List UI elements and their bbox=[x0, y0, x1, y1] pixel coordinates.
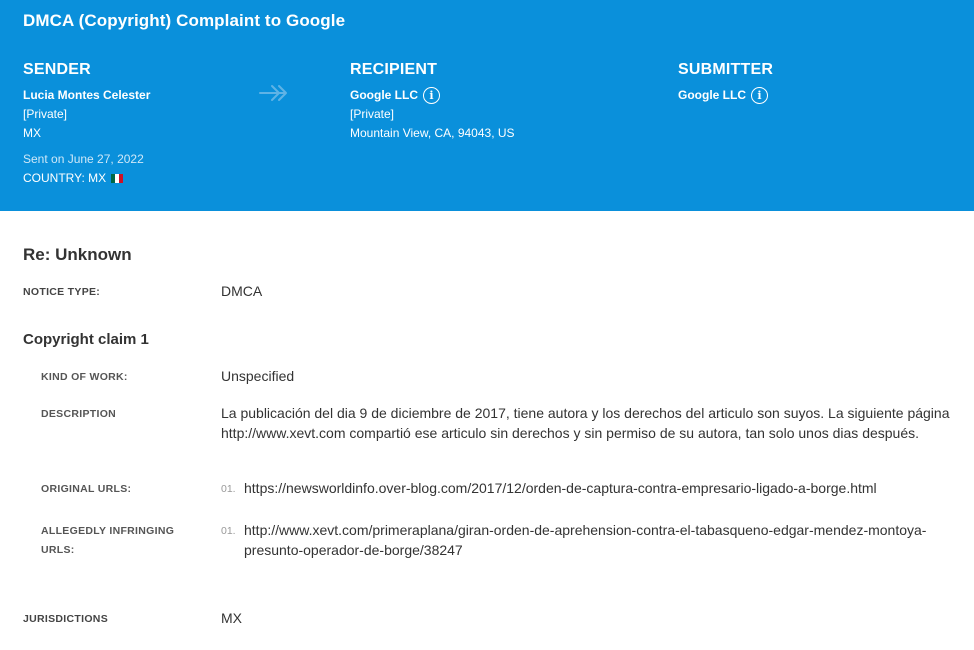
kind-of-work-value: Unspecified bbox=[221, 368, 295, 384]
sender-name: Lucia Montes Celester bbox=[23, 88, 151, 102]
original-urls-label: ORIGINAL URLS: bbox=[41, 483, 132, 495]
original-url-item bbox=[221, 478, 961, 499]
description-label: DESCRIPTION bbox=[41, 408, 117, 420]
sender-country-row bbox=[23, 169, 150, 188]
original-url[interactable]: https://newsworldinfo.over-blog.com/2017/12/orden-de-captura-contra-empresario-ligado-a-borge.html bbox=[244, 480, 877, 496]
kind-of-work-label: KIND OF WORK: bbox=[41, 371, 128, 383]
sender-private: [Private] bbox=[23, 107, 68, 121]
submitter-name: Google LLC bbox=[678, 88, 746, 102]
recipient-private: [Private] bbox=[350, 107, 395, 121]
recipient-name-row bbox=[350, 86, 515, 105]
mexico-flag-icon bbox=[111, 174, 123, 183]
recipient-name: Google LLC bbox=[350, 88, 418, 102]
submitter-heading: SUBMITTER bbox=[678, 61, 774, 78]
infringing-urls-label-line1: ALLEGEDLY INFRINGING bbox=[41, 525, 175, 537]
notice-header bbox=[0, 0, 974, 211]
arrow-right-icon bbox=[258, 82, 290, 104]
submitter-section bbox=[678, 60, 773, 105]
sent-date: Sent on June 27, 2022 bbox=[23, 152, 144, 166]
recipient-heading: RECIPIENT bbox=[350, 61, 438, 78]
page-title: DMCA (Copyright) Complaint to Google bbox=[23, 11, 346, 30]
infringing-url[interactable]: http://www.xevt.com/primeraplana/giran-orden-de-aprehension-contra-el-tabasqueno-edgar-mendez-montoya-presunto-operador-de-borge/38247 bbox=[244, 522, 927, 558]
url-number: 01. bbox=[221, 525, 236, 537]
sender-heading: SENDER bbox=[23, 61, 91, 78]
re-title: Re: Unknown bbox=[23, 245, 132, 264]
jurisdictions-value: MX bbox=[221, 610, 242, 626]
sender-country-code: MX bbox=[23, 126, 41, 140]
info-icon[interactable]: i bbox=[423, 87, 440, 104]
infringing-url-item bbox=[221, 520, 961, 560]
url-number: 01. bbox=[221, 483, 236, 495]
sender-country: COUNTRY: MX bbox=[23, 171, 107, 185]
sender-section bbox=[23, 60, 150, 188]
notice-type-label: NOTICE TYPE: bbox=[23, 286, 101, 298]
notice-type-value: DMCA bbox=[221, 283, 263, 299]
recipient-address: Mountain View, CA, 94043, US bbox=[350, 126, 515, 140]
submitter-name-row bbox=[678, 86, 773, 105]
recipient-section bbox=[350, 60, 515, 143]
copyright-claim-title: Copyright claim 1 bbox=[23, 331, 149, 348]
info-icon[interactable]: i bbox=[751, 87, 768, 104]
description-value: La publicación del dia 9 de diciembre de 2017, tiene autora y los derechos del articulo son suyos. La siguiente página http://www.xevt.com compartió ese articulo sin derechos y sin permiso de su autora, tan solo unos dias después. bbox=[221, 405, 950, 441]
infringing-urls-label-line2: URLS: bbox=[41, 544, 75, 556]
jurisdictions-label: JURISDICTIONS bbox=[23, 613, 108, 625]
